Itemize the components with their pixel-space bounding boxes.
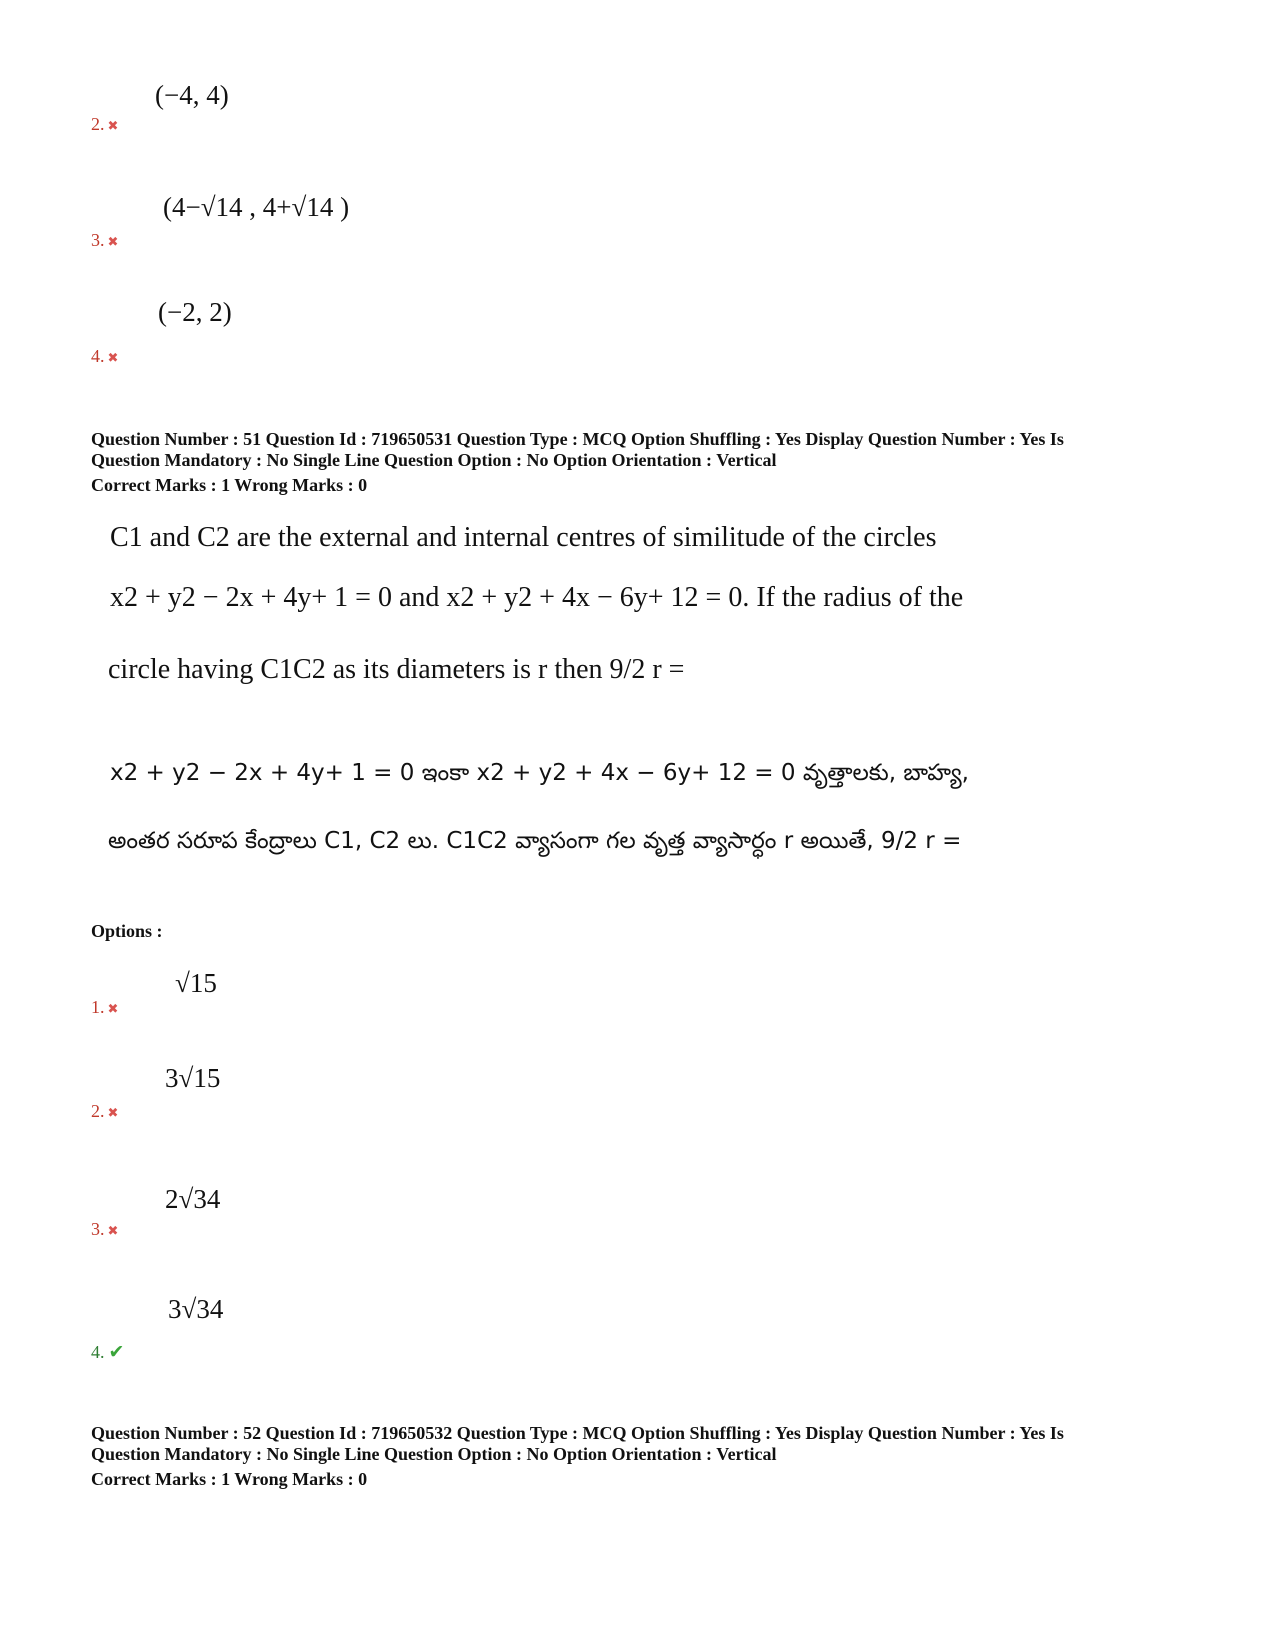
checkmark-icon: ✔ (108, 1342, 125, 1363)
q51-option-3 (91, 1219, 118, 1240)
q51-telugu-line2: అంతర సరూప కేంద్రాలు C1, C2 లు. C1C2 వ్యాసంగా గల వృత్త వ్యాసార్ధం r అయితే, 9/2 r = (108, 828, 962, 854)
q51-english-line1: C1 and C2 are the external and internal centres of similitude of the circles (110, 522, 937, 553)
prev-option-4 (91, 346, 118, 367)
q51-english-line2: x2 + y2 − 2x + 4y+ 1 = 0 and x2 + y2 + 4x − 6y+ 12 = 0. If the radius of the (110, 582, 964, 613)
q52-meta-line2: Question Mandatory : No Single Line Question Option : No Option Orientation : Vertical (91, 1444, 777, 1464)
prev-option-3 (91, 230, 118, 251)
wrong-icon: ✖ (107, 1223, 119, 1238)
q51-telugu-line1: x2 + y2 − 2x + 4y+ 1 = 0 ఇంకా x2 + y2 + 4x − 6y+ 12 = 0 వృత్తాలకు, బాహ్య, (110, 760, 969, 786)
prev-option-2 (91, 114, 118, 135)
q51-option-4-number: 4. (91, 1342, 105, 1362)
wrong-icon: ✖ (107, 234, 119, 249)
prev-option-2-value: (−4, 4) (155, 80, 229, 110)
wrong-icon: ✖ (107, 118, 119, 133)
q51-option-3-number: 3. (91, 1219, 105, 1239)
q51-option-3-value: 2√34 (165, 1184, 221, 1214)
prev-option-3-value: (4−√14 , 4+√14 ) (163, 192, 350, 222)
wrong-icon: ✖ (107, 1001, 119, 1016)
wrong-icon: ✖ (107, 350, 119, 365)
wrong-icon: ✖ (107, 1105, 119, 1120)
q51-option-2-value: 3√15 (165, 1063, 221, 1093)
q51-marks: Correct Marks : 1 Wrong Marks : 0 (91, 475, 368, 495)
q51-option-2-number: 2. (91, 1101, 105, 1121)
prev-option-3-number: 3. (91, 230, 105, 250)
prev-option-2-number: 2. (91, 114, 105, 134)
q51-option-1-value: √15 (175, 968, 217, 998)
q51-english-line3: circle having C1C2 as its diameters is r then 9/2 r = (108, 654, 685, 685)
q51-option-2 (91, 1101, 118, 1122)
q52-meta-line1: Question Number : 52 Question Id : 719650532 Question Type : MCQ Option Shuffling : Yes Display Question Number : Yes Is (91, 1423, 1064, 1443)
q51-option-1 (91, 997, 118, 1018)
q51-meta-line2: Question Mandatory : No Single Line Question Option : No Option Orientation : Vertical (91, 450, 777, 470)
q52-marks: Correct Marks : 1 Wrong Marks : 0 (91, 1469, 368, 1489)
q51-option-4 (91, 1341, 124, 1364)
prev-option-4-number: 4. (91, 346, 105, 366)
options-label: Options : (91, 921, 163, 941)
q51-option-4-value: 3√34 (168, 1294, 224, 1324)
prev-option-4-value: (−2, 2) (158, 297, 232, 327)
q51-option-1-number: 1. (91, 997, 105, 1017)
q51-meta-line1: Question Number : 51 Question Id : 719650531 Question Type : MCQ Option Shuffling : Yes Display Question Number : Yes Is (91, 429, 1064, 449)
